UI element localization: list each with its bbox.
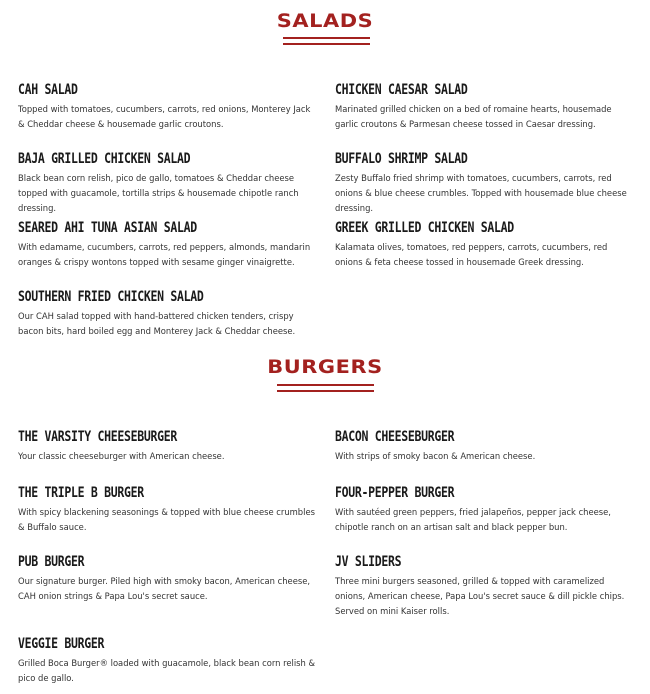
item-name: THE VARSITY CHEESEBURGER [18, 427, 177, 445]
item-name: BACON CHEESEBURGER [335, 427, 455, 445]
menu-item-baja-grilled-chicken-salad [18, 149, 318, 216]
menu-item-cah-salad [18, 80, 318, 132]
item-name: BUFFALO SHRIMP SALAD [335, 149, 468, 167]
menu-item-seared-ahi-tuna-asian-salad [18, 218, 318, 270]
item-description: Black bean corn relish, pico de gallo, tomatoes & Cheddar cheese topped with guacamole, tortilla strips & housemade chipotle ranch dressing. [18, 173, 299, 213]
item-name: FOUR-PEPPER BURGER [335, 483, 455, 501]
menu-item-veggie-burger [18, 634, 318, 686]
item-description: Our signature burger. Piled high with smoky bacon, American cheese, CAH onion strings & Papa Lou's secret sauce. [18, 576, 311, 601]
item-name: CHICKEN CAESAR SALAD [335, 80, 468, 98]
menu-item-chicken-caesar-salad [335, 80, 635, 132]
item-name: SOUTHERN FRIED CHICKEN SALAD [18, 287, 204, 305]
menu-item-buffalo-shrimp-salad [335, 149, 635, 216]
item-description: With strips of smoky bacon & American cheese. [335, 451, 536, 461]
item-name: CAH SALAD [18, 80, 78, 98]
title-divider [277, 390, 374, 392]
menu-item-southern-fried-chicken-salad [18, 287, 318, 339]
item-name: VEGGIE BURGER [18, 634, 105, 652]
item-name: SEARED AHI TUNA ASIAN SALAD [18, 218, 197, 236]
section-title-salads: SALADS [276, 10, 374, 32]
menu-item-four-pepper-burger [335, 483, 635, 535]
item-description: Our CAH salad topped with hand-battered chicken tenders, crispy bacon bits, hard boiled egg and Monterey Jack & Cheddar cheese. [18, 311, 296, 336]
item-description: With spicy blackening seasonings & topped with blue cheese crumbles & Buffalo sauce. [18, 507, 315, 532]
item-description: With edamame, cucumbers, carrots, red peppers, almonds, mandarin oranges & crispy wontons topped with sesame ginger vinaigrette. [18, 242, 311, 267]
item-name: PUB BURGER [18, 552, 85, 570]
item-description: Zesty Buffalo fried shrimp with tomatoes, cucumbers, carrots, red onions & blue cheese crumbles. Topped with housemade blue cheese dressing. [335, 173, 627, 213]
item-name: GREEK GRILLED CHICKEN SALAD [335, 218, 514, 236]
item-description: Your classic cheeseburger with American cheese. [18, 451, 225, 461]
item-description: Grilled Boca Burger® loaded with guacamole, black bean corn relish & pico de gallo. [18, 658, 316, 683]
title-divider [283, 37, 370, 39]
item-name: JV SLIDERS [335, 552, 402, 570]
item-description: Three mini burgers seasoned, grilled & topped with caramelized onions, American cheese, Papa Lou's secret sauce & dill pickle chips. Served on mini Kaiser rolls. [335, 576, 625, 616]
section-title-burgers: BURGERS [267, 356, 383, 378]
menu-item-triple-b-burger [18, 483, 318, 535]
menu-item-jv-sliders [335, 552, 635, 619]
menu-item-greek-grilled-chicken-salad [335, 218, 635, 270]
item-description: With sautéed green peppers, fried jalapeños, pepper jack cheese, chipotle ranch on an artisan salt and black pepper bun. [335, 507, 611, 532]
menu-item-bacon-cheeseburger [335, 427, 635, 464]
title-divider [277, 384, 374, 386]
menu-item-pub-burger [18, 552, 318, 604]
item-name: BAJA GRILLED CHICKEN SALAD [18, 149, 191, 167]
item-description: Marinated grilled chicken on a bed of romaine hearts, housemade garlic croutons & Parmesan cheese tossed in Caesar dressing. [335, 104, 612, 129]
item-description: Kalamata olives, tomatoes, red peppers, carrots, cucumbers, red onions & feta cheese tossed in housemade Greek dressing. [335, 242, 608, 267]
item-name: THE TRIPLE B BURGER [18, 483, 144, 501]
title-divider [283, 43, 370, 45]
menu-item-varsity-cheeseburger [18, 427, 318, 464]
item-description: Topped with tomatoes, cucumbers, carrots, red onions, Monterey Jack & Cheddar cheese & housemade garlic croutons. [18, 104, 311, 129]
